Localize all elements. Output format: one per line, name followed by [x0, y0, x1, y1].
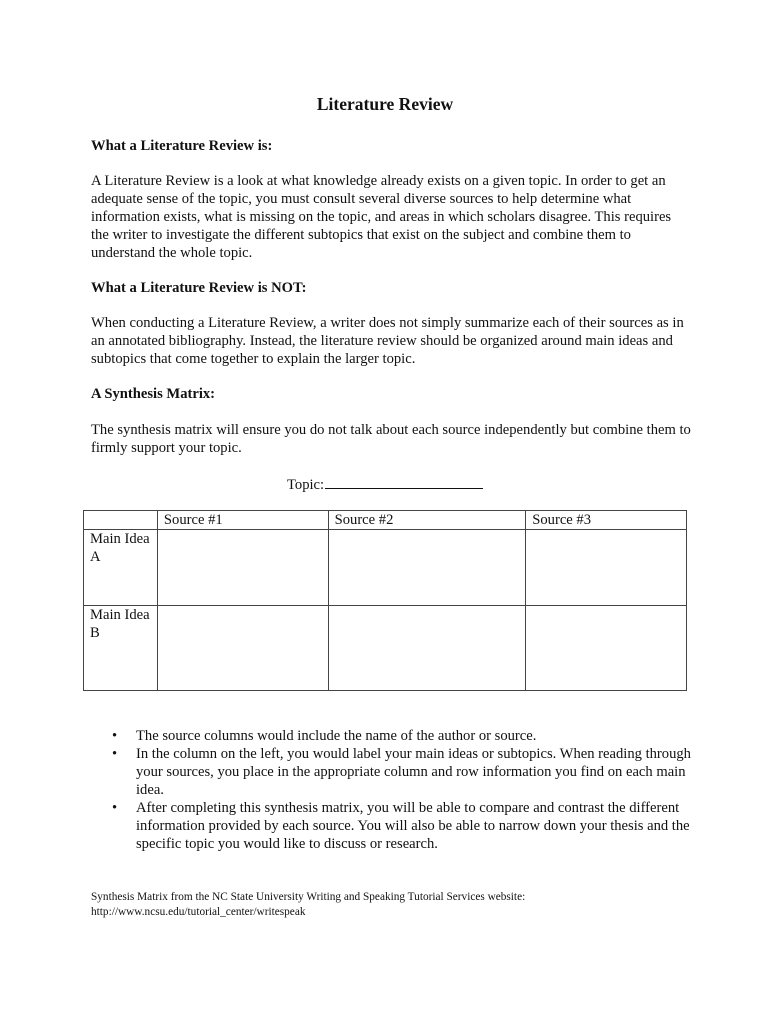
matrix-header-row	[84, 511, 687, 530]
section-heading-synthesis-matrix: A Synthesis Matrix:	[91, 386, 216, 402]
matrix-cell	[526, 530, 687, 606]
footer-url: http://www.ncsu.edu/tutorial_center/writespeak	[91, 906, 306, 918]
matrix-cell	[157, 606, 328, 691]
topic-blank-line	[325, 474, 483, 489]
topic-label: Topic:	[287, 477, 325, 493]
matrix-row	[84, 530, 687, 606]
bullet-list	[91, 727, 691, 853]
section-body-what-is-not: When conducting a Literature Review, a writer does not simply summarize each of their sources as in an annotated bibliography. Instead, the literature review should be organized around main ideas and subtopics that come together to explain the larger topic.	[91, 315, 684, 367]
list-item-text: The source columns would include the name of the author or source.	[136, 728, 537, 744]
list-item-text: In the column on the left, you would label your main ideas or subtopics. When reading through your sources, you place in the appropriate column and row information you find on each main idea.	[136, 746, 691, 798]
matrix-header-cell: Source #2	[328, 511, 526, 530]
section-body-what-is: A Literature Review is a look at what knowledge already exists on a given topic. In order to get an adequate sense of the topic, you must consult several diverse sources to help determine what information exists, what is missing on the topic, and areas in which scholars disagree. This requires the writer to investigate the different subtopics that exist on the subject and combine them to understand the whole topic.	[91, 173, 672, 261]
topic-field	[287, 474, 483, 494]
matrix-row-label: Main Idea A	[84, 530, 158, 606]
matrix-row	[84, 606, 687, 691]
list-item-text: After completing this synthesis matrix, you will be able to compare and contrast the different information provided by each source. You will also be able to narrow down your thesis and the specific topic you would like to discuss or research.	[136, 800, 690, 852]
matrix-cell	[328, 606, 526, 691]
bullet-icon: •	[112, 800, 118, 816]
section-heading-what-is-not: What a Literature Review is NOT:	[91, 280, 307, 296]
synthesis-matrix-table	[83, 510, 687, 691]
list-item	[91, 727, 691, 745]
matrix-header-cell	[84, 511, 158, 530]
matrix-header-cell: Source #3	[526, 511, 687, 530]
matrix-cell	[526, 606, 687, 691]
bullet-icon: •	[112, 746, 118, 762]
section-body-synthesis-matrix: The synthesis matrix will ensure you do not talk about each source independently but combine them to firmly support your topic.	[91, 422, 691, 456]
matrix-row-label: Main Idea B	[84, 606, 158, 691]
matrix-cell	[157, 530, 328, 606]
section-heading-what-is: What a Literature Review is:	[91, 138, 273, 154]
footer-citation	[91, 890, 525, 920]
footer-line: Synthesis Matrix from the NC State University Writing and Speaking Tutorial Services website:	[91, 891, 526, 903]
page-title: Literature Review	[316, 94, 454, 114]
matrix-header-cell: Source #1	[157, 511, 328, 530]
list-item	[91, 745, 691, 799]
matrix-cell	[328, 530, 526, 606]
list-item	[91, 799, 691, 853]
bullet-icon: •	[112, 728, 118, 744]
